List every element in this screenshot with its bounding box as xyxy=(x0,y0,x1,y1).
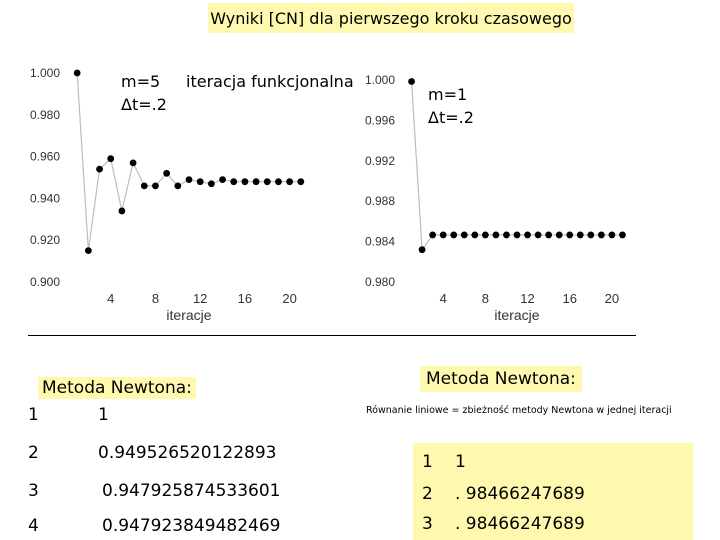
left-table-header: Metoda Newtona: xyxy=(38,377,196,399)
left-row-2-value: 0.949526520122893 xyxy=(98,443,277,463)
right-data-point xyxy=(566,232,573,239)
left-data-point xyxy=(275,178,282,185)
left-data-point xyxy=(174,182,181,189)
right-data-point xyxy=(450,232,457,239)
left-data-point xyxy=(264,178,271,185)
left-xtick-label: 16 xyxy=(237,291,253,306)
right-ytick-label: 0.996 xyxy=(364,113,395,128)
right-data-point xyxy=(577,232,584,239)
left-data-point xyxy=(297,178,304,185)
right-ytick-label: 0.980 xyxy=(364,275,395,289)
right-ytick-label: 1.000 xyxy=(364,73,395,87)
chart-left-label-m: m=5 xyxy=(121,72,161,91)
right-data-point xyxy=(471,232,478,239)
right-data-point xyxy=(493,232,500,239)
right-row-3-index: 3 xyxy=(422,514,433,534)
left-data-point xyxy=(242,178,249,185)
right-xtick-label: 16 xyxy=(562,291,577,306)
right-data-point xyxy=(408,78,415,85)
left-data-point xyxy=(119,208,126,215)
right-data-point xyxy=(587,232,594,239)
chart-left-label-method: iteracja funkcjonalna xyxy=(186,72,354,91)
chart-functional-iteration xyxy=(0,55,360,335)
left-row-2-index: 2 xyxy=(28,443,39,463)
right-data-point xyxy=(482,232,489,239)
right-data-point xyxy=(461,232,468,239)
chart-right-label-dt: Δt=.2 xyxy=(428,108,474,127)
left-ytick-label: 1.000 xyxy=(29,66,60,80)
right-data-point xyxy=(440,232,447,239)
left-ytick-label: 0.980 xyxy=(29,107,60,122)
right-data-point xyxy=(609,232,616,239)
chart-left-label-dt: Δt=.2 xyxy=(121,95,167,114)
right-ytick-label: 0.984 xyxy=(364,234,395,249)
left-row-4-value: 0.947923849482469 xyxy=(102,516,281,536)
right-row-1-index: 1 xyxy=(422,452,433,472)
right-ytick-label: 0.988 xyxy=(364,194,395,209)
right-data-point xyxy=(429,232,436,239)
left-row-1-index: 1 xyxy=(28,405,39,425)
left-xtick-label: 20 xyxy=(282,291,297,306)
left-ytick-label: 0.900 xyxy=(29,275,60,289)
left-data-point xyxy=(186,176,193,183)
right-data-point xyxy=(619,232,626,239)
left-ytick-label: 0.920 xyxy=(29,233,60,248)
chart-right-label-m: m=1 xyxy=(428,85,468,104)
left-row-3-value: 0.947925874533601 xyxy=(102,481,281,501)
right-xtick-label: 12 xyxy=(520,291,535,306)
left-xtick-label: 8 xyxy=(151,291,160,306)
left-data-point xyxy=(130,159,137,166)
left-data-point xyxy=(208,180,215,187)
left-data-point xyxy=(96,166,103,173)
left-data-point xyxy=(286,178,293,185)
left-data-point xyxy=(107,155,114,162)
left-row-3-index: 3 xyxy=(28,481,39,501)
right-data-point xyxy=(598,232,605,239)
right-row-3-value: . 98466247689 xyxy=(455,514,585,534)
left-ytick-label: 0.960 xyxy=(29,149,60,164)
right-table-note: Równanie liniowe = zbieżność metody Newtona w jednej iteracji xyxy=(366,405,672,416)
left-ytick-label: 0.940 xyxy=(29,191,60,206)
right-xtick-label: 4 xyxy=(439,291,447,306)
slide-title: Wyniki [CN] dla pierwszego kroku czasowego xyxy=(208,3,574,33)
left-xaxis-title: iteracje xyxy=(166,307,212,323)
left-data-point xyxy=(141,182,148,189)
right-xtick-label: 8 xyxy=(481,291,489,306)
right-row-1-value: 1 xyxy=(455,452,466,472)
left-data-point xyxy=(74,70,81,77)
right-table-header: Metoda Newtona: xyxy=(420,366,582,392)
left-data-point xyxy=(219,176,226,183)
left-data-point xyxy=(152,182,159,189)
left-data-point xyxy=(253,178,260,185)
chart-newton-linear xyxy=(350,55,650,335)
right-row-2-index: 2 xyxy=(422,484,433,504)
left-xtick-label: 12 xyxy=(192,291,208,306)
right-data-point xyxy=(545,232,552,239)
left-row-1-value: 1 xyxy=(98,405,109,425)
right-data-point xyxy=(514,232,521,239)
right-xaxis-title: iteracje xyxy=(494,307,540,323)
right-ytick-label: 0.992 xyxy=(364,153,395,168)
right-data-point xyxy=(524,232,531,239)
right-series-line xyxy=(412,82,623,250)
left-row-4-index: 4 xyxy=(28,516,39,536)
divider-line xyxy=(28,335,636,336)
right-xtick-label: 20 xyxy=(604,291,620,306)
left-data-point xyxy=(230,178,237,185)
right-data-point xyxy=(556,232,563,239)
left-data-point xyxy=(85,247,92,254)
right-data-point xyxy=(535,232,542,239)
left-data-point xyxy=(163,170,170,177)
left-data-point xyxy=(197,178,204,185)
left-xtick-label: 4 xyxy=(107,291,115,306)
right-data-point xyxy=(503,232,510,239)
right-data-point xyxy=(419,246,426,253)
right-row-2-value: . 98466247689 xyxy=(455,484,585,504)
